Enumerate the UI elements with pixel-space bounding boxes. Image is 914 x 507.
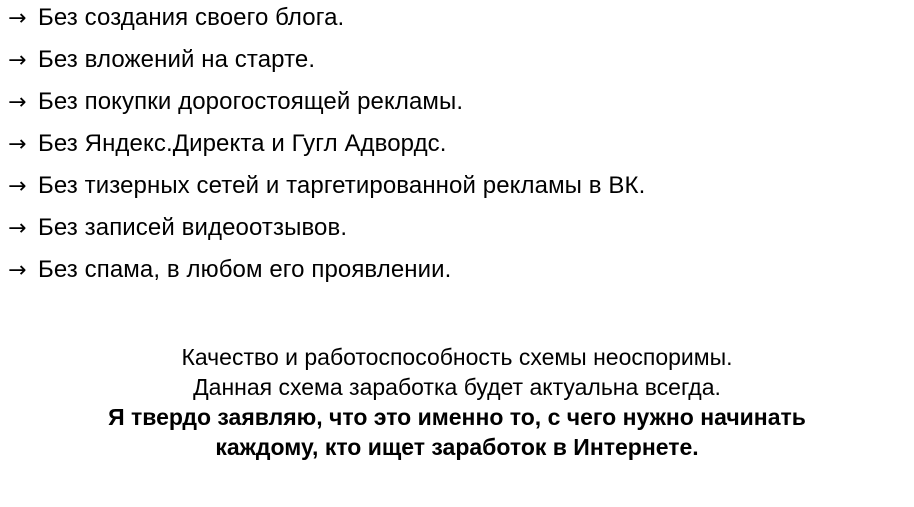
arrow-right-icon: → — [8, 258, 27, 283]
list-item-label: Без создания своего блога. — [38, 4, 345, 31]
list-item — [8, 258, 914, 300]
closing-line-emphasis: каждому, кто ищет заработок в Интернете. — [215, 434, 699, 460]
list-item-label: Без Яндекс.Директа и Гугл Адвордс. — [38, 130, 447, 157]
list-item — [8, 90, 914, 132]
closing-line: Качество и работоспособность схемы неоспоримы. — [181, 344, 733, 370]
exclusion-bullet-list — [0, 6, 914, 300]
list-item — [8, 216, 914, 258]
arrow-right-icon: → — [8, 174, 27, 199]
list-item-label: Без покупки дорогостоящей рекламы. — [38, 88, 464, 115]
arrow-right-icon: → — [8, 6, 27, 31]
list-item-label: Без вложений на старте. — [38, 46, 316, 73]
list-item — [8, 132, 914, 174]
list-item-label: Без спама, в любом его проявлении. — [38, 256, 452, 283]
closing-line-emphasis: Я твердо заявляю, что это именно то, с чего нужно начинать — [108, 404, 806, 430]
arrow-right-icon: → — [8, 132, 27, 157]
list-item — [8, 174, 914, 216]
list-item-label: Без записей видеоотзывов. — [38, 214, 348, 241]
arrow-right-icon: → — [8, 216, 27, 241]
closing-statement — [0, 342, 914, 462]
list-item — [8, 48, 914, 90]
arrow-right-icon: → — [8, 90, 27, 115]
list-item — [8, 6, 914, 48]
arrow-right-icon: → — [8, 48, 27, 73]
closing-line: Данная схема заработка будет актуальна всегда. — [193, 374, 721, 400]
list-item-label: Без тизерных сетей и таргетированной рекламы в ВК. — [38, 172, 646, 199]
